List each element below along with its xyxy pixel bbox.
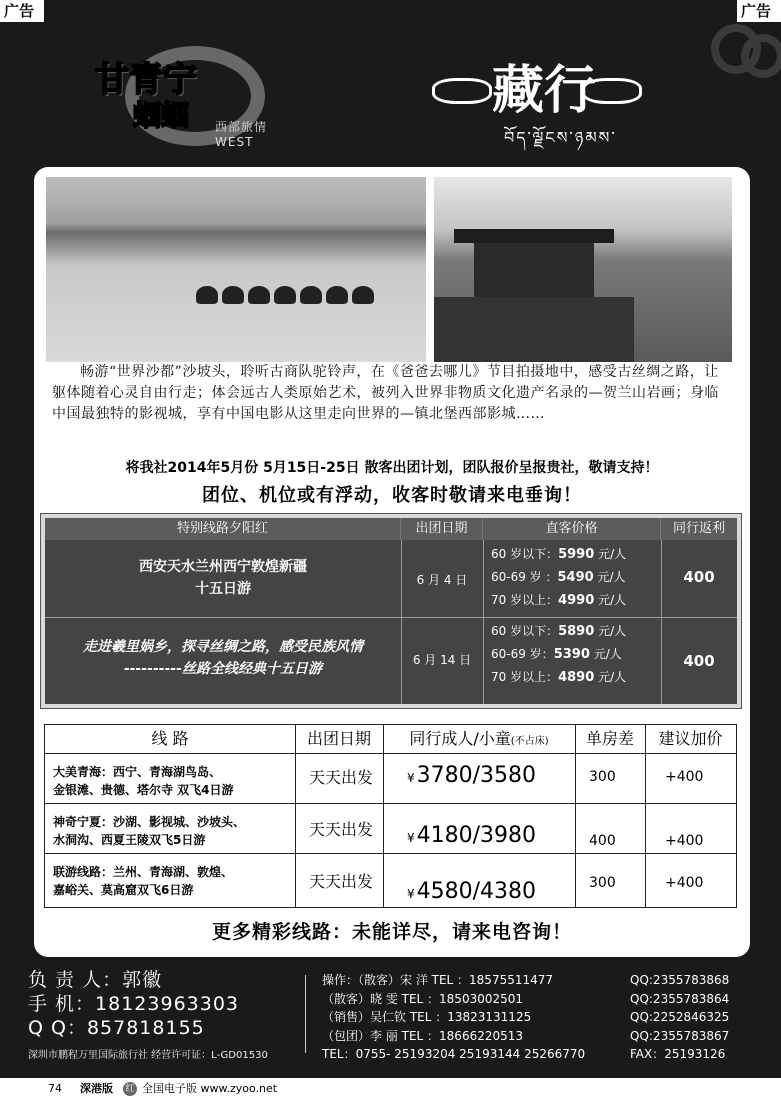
route-date: 天天出发 (308, 768, 373, 787)
website-link[interactable]: 全国电子版 www.zyoo.net (142, 1082, 278, 1095)
list-item: TEL：0755- 25193204 25193144 25266770 FAX：25193126 (322, 1047, 726, 1061)
special-rebate: 400 (683, 568, 715, 586)
fortress-photo (434, 177, 732, 362)
table-row (45, 636, 401, 680)
table-row: 联游线路：兰州、青海湖、敦煌、 嘉峪关、莫高窟双飞6日游 (53, 865, 234, 897)
edition-badge-icon: 红 (123, 1082, 137, 1096)
route-date: 天天出发 (308, 872, 373, 891)
route-single-room: 300 (589, 875, 616, 891)
header-price: 同行成人/小童(不占床) (409, 729, 549, 748)
manager-contact (28, 968, 268, 1061)
table-row: 神奇宁夏：沙湖、影视城、沙坡头、 水洞沟、西夏王陵双飞5日游 (53, 815, 246, 847)
route-suggested-add: +400 (665, 833, 704, 849)
special-prices: 60 岁以下：5990 元/人 60-69 岁 ：5490 元/人 70 岁以上：4990 元/人 (491, 547, 627, 608)
logo-gqn-tag: 西部旅情 WEST (215, 120, 268, 149)
manager-name: 负 责 人：郭徽 (28, 969, 163, 991)
route-single-room: 400 (589, 833, 616, 849)
table-row: 大美青海：西宁、青海湖鸟岛、 金银滩、贵德、塔尔寺 双飞4日游 (53, 765, 234, 797)
logo-gqn-main: 甘青宁 (95, 60, 197, 100)
special-route-days: 十五日游 (195, 581, 251, 597)
operator-contacts (322, 971, 742, 1064)
ad-label-right: 广告 (737, 0, 781, 22)
route-suggested-add: +400 (665, 875, 704, 891)
notice-schedule: 将我社2014年5月份 5月15日-25日 散客出团计划，团队报价呈报贵社，敬请支持！ (125, 460, 659, 476)
header-departure-date: 出团日期 (401, 518, 483, 540)
special-route-days: ----------丝路全线经典十五日游 (123, 661, 323, 677)
special-rebate: 400 (683, 652, 715, 670)
logo-zangxing-tibetan: བོད་ལྗོངས་ཉམས་ (504, 128, 617, 147)
header-rebate: 同行返利 (661, 518, 737, 540)
route-suggested-add: +400 (665, 769, 704, 785)
logo-gqn (95, 52, 285, 149)
list-item: 操作：（散客）宋 洋 TEL ：18575511477 QQ:2355783868 (322, 973, 730, 987)
edition-label: 深港版 (80, 1082, 113, 1095)
route-description: 畅游“世界沙都”沙坡头，聆听古商队驼铃声，在《爸爸去哪儿》节目拍摄地中，感受古丝绸之路，让躯体随着心灵自由行走；体会远古人类原始艺术，被列入世界非物质文化遗产名录的—贺兰山岩画；身临中国最独特的影视城，享有中国电影从这里走向世界的—镇北堡西部影城…… (52, 364, 719, 422)
more-routes-notice: 更多精彩线路：未能详尽，请来电咨询！ (211, 921, 572, 943)
ad-label-left: 广告 (0, 0, 44, 22)
company-license: 深圳市鹏程万里国际旅行社 经营许可证：L-GD01530 (28, 1050, 268, 1061)
special-date: 6 月 4 日 (416, 573, 468, 587)
desert-camel-photo (46, 177, 426, 362)
header-date: 出团日期 (306, 729, 371, 748)
content-panel (34, 167, 750, 957)
route-single-room: 300 (589, 769, 616, 785)
route-price: ¥4180/3980 (407, 823, 537, 848)
header-special-route: 特别线路夕阳红 (45, 518, 401, 540)
special-route-name: 走进羲里娲乡，探寻丝绸之路，感受民族风情 (83, 639, 363, 655)
cloud-decoration-icon (701, 20, 781, 80)
header-suggested-add: 建议加价 (658, 729, 723, 748)
list-item: （散客）晓 雯 TEL ：18503002501 QQ:2355783864 (322, 991, 730, 1006)
route-price-table (44, 724, 737, 908)
special-route-table (40, 513, 742, 709)
manager-mobile: 手 机：18123963303 (28, 993, 240, 1015)
page-number: 74 (48, 1082, 62, 1095)
manager-qq: Q Q：857818155 (28, 1017, 205, 1039)
notice-seats: 团位、机位或有浮动，收客时敬请来电垂询！ (202, 485, 582, 506)
list-item: （销售）吴仁钦 TEL ：13823131125 QQ:2252846325 (322, 1010, 730, 1024)
header-single-room: 单房差 (585, 729, 634, 748)
logo-zangxing (432, 48, 642, 148)
logo-gqn-sub: 蝈蝈 (133, 99, 190, 132)
special-route-name: 西安天水兰州西宁敦煌新疆 (139, 559, 307, 575)
header-route: 线 路 (151, 729, 189, 748)
list-item: （包团）李 丽 TEL ：18666220513 QQ:2355783867 (322, 1028, 730, 1043)
page-footer (0, 1078, 781, 1100)
special-date: 6 月 14 日 (412, 653, 472, 667)
cloud-left-icon (432, 78, 492, 104)
header-direct-price: 直客价格 (483, 518, 661, 540)
table-row (45, 556, 401, 600)
route-price: ¥4580/4380 (407, 879, 537, 904)
special-prices: 60 岁以下：5890 元/人 60-69 岁：5390 元/人 70 岁以上：4890 元/人 (491, 624, 627, 685)
contact-divider (305, 975, 306, 1053)
logo-zangxing-main: 藏行 (492, 60, 597, 121)
route-price: ¥3780/3580 (407, 763, 537, 788)
route-date: 天天出发 (308, 820, 373, 839)
